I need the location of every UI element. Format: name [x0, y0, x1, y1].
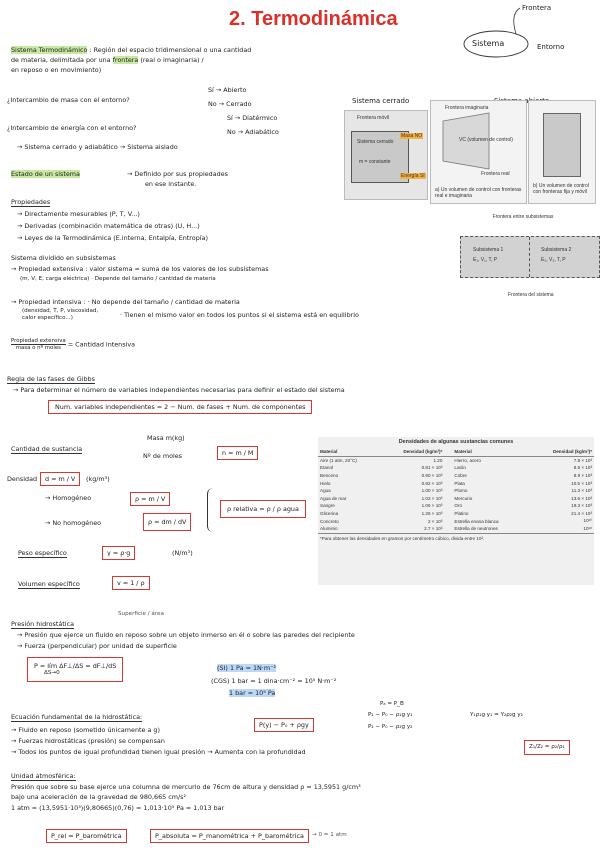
- fig-cerrado-label: Sistema cerrado: [352, 97, 410, 105]
- table-cell: 11.3 × 10³: [571, 488, 592, 494]
- table-cell: 1.26 × 10³: [421, 511, 443, 517]
- table-cell: Platino: [454, 511, 469, 517]
- table-cell: Hierro, acero: [454, 457, 481, 463]
- homogeneo-formula: ρ = m / V: [130, 492, 170, 506]
- atm-def-1: Presión que sobre su base ejerce una columna de mercurio de 76cm de altura y densidad ρ = 13,5951 g/cm³: [11, 783, 361, 791]
- mass-no: No → Cerrado: [208, 100, 252, 108]
- table-cell: 8.9 × 10³: [573, 473, 592, 479]
- masa-no-badge: Masa NO: [401, 133, 423, 139]
- table-cell: Glicerina: [320, 511, 339, 517]
- atm-heading: Unidad atmosférica:: [11, 772, 76, 780]
- control-volume-figure-b: [528, 100, 596, 204]
- brace: [207, 488, 214, 532]
- ratio-denominator: masa o nº moles: [15, 345, 61, 351]
- intensive-def: → Propiedad intensiva : · No depende del tamaño / cantidad de materia: [11, 298, 240, 306]
- homogeneo-label: → Homogéneo: [45, 494, 92, 502]
- gibbs-def: → Para determinar el número de variables independientes necesarias para definir el estado del sistema: [13, 386, 345, 394]
- fundamental-heading: Ecuación fundamental de la hidrostática:: [11, 713, 143, 721]
- page-title: 2. Termodinámica: [229, 8, 398, 30]
- fundamental-ratio: Z₁/Z₂ = ρ₂/ρ₁: [524, 740, 570, 755]
- table-cell: Cobre: [454, 473, 467, 479]
- table-cell: Plomo: [454, 488, 468, 494]
- table-cell: 8.6 × 10³: [573, 465, 592, 471]
- table-row: [318, 510, 594, 518]
- subsystem-boundary-label-wrap: [458, 214, 588, 220]
- table-cell: 2.7 × 10³: [424, 526, 443, 532]
- mass-constant-label: m = constante: [359, 159, 391, 165]
- table-row: [318, 472, 594, 480]
- presion-formula-text: P = lím ΔF⊥/ΔS = dF⊥/dS: [34, 662, 117, 670]
- table-cell: 1.06 × 10³: [421, 503, 443, 509]
- intensive-examples-2: calor específico...): [22, 315, 73, 321]
- peso-especifico-label: Peso específico: [18, 549, 67, 557]
- caption-b: b) Un volumen de control con fronteras fija y móvil: [533, 183, 589, 195]
- n-formula: n = m / M: [217, 446, 258, 460]
- table-cell: Sangre: [320, 503, 335, 509]
- table-cell: Concreto: [320, 518, 339, 524]
- no-homogeneo-label: → No homogéneo: [45, 519, 102, 527]
- fundamental-step-2: P₁ − P₀ − ρ₁g y₁: [368, 712, 413, 718]
- densities-table-title: Densidades de algunas sustancias comunes: [398, 439, 514, 445]
- term-sistema-termodinamico: Sistema Termodinámico: [11, 46, 88, 54]
- propiedades-heading: Propiedades: [11, 198, 51, 206]
- volumen-especifico-label: Volumen específico: [18, 580, 80, 588]
- presion-formula: [27, 657, 123, 682]
- ratio-result: = Cantidad intensiva: [67, 340, 136, 349]
- si-unit: (SI) 1 Pa = 1N·m⁻²: [217, 664, 276, 672]
- table-cell: 7.8 × 10³: [573, 457, 592, 463]
- table-cell: Estrella enana blanca: [454, 518, 499, 524]
- table-cell: Oro: [454, 503, 463, 509]
- table-row: [318, 479, 594, 487]
- table-cell: 21.4 × 10³: [571, 511, 592, 517]
- prop-item-2: → Derivadas (combinación matemática de otras) (U, H...): [17, 222, 200, 230]
- fundamental-item-1: → Fluido en reposo (sometido únicamente a g): [11, 726, 160, 734]
- densidad-formula: d = m / V: [40, 472, 80, 486]
- p-abs-formula: P_absoluta = P_manométrica + P_barométrica: [150, 829, 309, 843]
- masa-label: Masa m(kg): [147, 434, 185, 442]
- densidad-label: Densidad: [7, 475, 38, 483]
- table-header: Material: [318, 448, 380, 456]
- fundamental-step-3: P₂ − P₀ − ρ₂g y₂: [368, 724, 413, 730]
- table-row: [318, 464, 594, 472]
- intensive-examples-1: (densidad, T, P, viscosidad,: [22, 308, 99, 314]
- table-cell: Estrella de neutrones: [454, 526, 498, 532]
- q-energy: ¿Intercambio de energía con el entorno?: [7, 124, 137, 132]
- peso-especifico-formula: γ = ρ·g: [102, 546, 135, 560]
- intro-line-2: [11, 56, 204, 64]
- bar-unit: 1 bar = 10⁵ Pa: [229, 689, 276, 697]
- caption-a: a) Un volumen de control con fronteras real e imaginaria: [435, 187, 522, 199]
- table-cell: 0.92 × 10³: [421, 480, 443, 486]
- estado-def-2: en ese instante.: [145, 180, 197, 188]
- extensive-examples: (m, V, E, carga eléctrica) · Depende del tamaño / cantidad de materia: [20, 276, 216, 282]
- subsystems-figure: [460, 236, 600, 278]
- presion-limit-sub: ΔS→0: [44, 670, 60, 676]
- table-row: [318, 487, 594, 495]
- fundamental-item-3: → Todos los puntos de igual profundidad tienen igual presión → Aumenta con la profundidad: [11, 748, 306, 756]
- closed-adiabatic: → Sistema cerrado y adiabático → Sistema aislado: [17, 143, 178, 151]
- p-rel-formula: P_rel = P_barométrica: [46, 829, 127, 843]
- energy-no: No → Adiabático: [227, 128, 279, 136]
- frontera-label: Frontera: [522, 4, 552, 12]
- table-header: Densidad (kg/m³)*: [380, 448, 445, 456]
- table-row: [318, 502, 594, 510]
- prop-item-1: → Directamente mesurables (P, T, V...): [17, 210, 140, 218]
- q-mass: ¿Intercambio de masa con el entorno?: [7, 96, 130, 104]
- presion-def-1: → Presión que ejerce un fluido en reposo sobre un objeto inmerso en él o sobre las paredes del recipiente: [17, 631, 355, 639]
- table-cell: 1.00 × 10³: [421, 488, 443, 494]
- intensive-ratio: [11, 338, 135, 351]
- subsystem-1: Subsistema 1: [473, 247, 504, 253]
- table-cell: 13.6 × 10³: [571, 495, 592, 501]
- table-header: Material: [444, 448, 529, 456]
- presion-note: Superficie / área: [118, 611, 164, 617]
- table-cell: Latón: [454, 465, 466, 471]
- relative-density-formula: ρ relativa = ρ / ρ agua: [220, 500, 306, 518]
- table-cell: Aire (1 atm, 20°C): [320, 457, 357, 463]
- densidad-unit: (kg/m³): [86, 475, 110, 483]
- table-cell: Aluminio: [320, 526, 338, 532]
- table-footnote: *Para obtener las densidades en gramos por centímetro cúbico, divida entre 10³.: [318, 533, 594, 543]
- subsystem-2: Subsistema 2: [541, 247, 572, 253]
- sistema-label: Sistema: [472, 39, 505, 48]
- gibbs-heading: Regla de las fases de Gibbs: [7, 375, 95, 383]
- table-cell: 10¹⁸: [583, 526, 592, 532]
- table-cell: Agua: [320, 488, 331, 494]
- gibbs-formula: Num. variables independientes = 2 − Num. de fases + Num. de componentes: [48, 400, 312, 414]
- intro-def-4: en reposo o en movimiento): [11, 66, 102, 74]
- fundamental-item-2: → Fuerzas hidrostáticas (presión) se compensan: [11, 737, 165, 745]
- table-cell: 0.90 × 10³: [421, 473, 443, 479]
- table-row: [318, 456, 594, 464]
- intro-def-2: de materia, delimitada por una: [11, 56, 111, 64]
- table-cell: Etanol: [320, 465, 334, 471]
- presion-heading: Presión hidrostática: [11, 620, 74, 628]
- densities-table: [318, 437, 594, 585]
- cgs-unit: (CGS) 1 bar = 1 dina·cm⁻² = 10⁵ N·m⁻²: [211, 677, 337, 685]
- intro-def-1: : Región del espacio tridimensional o una cantidad: [89, 46, 252, 54]
- estado-label: Estado de un sistema: [11, 170, 80, 178]
- table-cell: Agua de mar: [320, 495, 347, 501]
- table-row: [318, 517, 594, 525]
- extensive-def: → Propiedad extensiva : valor sistema = suma de los valores de los subsistemas: [11, 265, 269, 273]
- table-header: Densidad (kg/m³)*: [529, 448, 594, 456]
- cantidad-label: Cantidad de sustancia: [11, 445, 83, 453]
- table-cell: 2 × 10³: [427, 518, 443, 524]
- table-cell: 10¹⁰: [583, 518, 592, 524]
- intro-def-3: (real o imaginaria) /: [140, 56, 204, 64]
- prop-item-3: → Leyes de la Termodinámica (E.interna, Entalpía, Entropía): [17, 234, 208, 242]
- real-boundary-label: Frontera real: [481, 171, 510, 177]
- p-abs-note: → 0 = 1 atm: [312, 832, 347, 838]
- intro-line-1: [11, 46, 251, 54]
- term-frontera: frontera: [112, 56, 139, 64]
- atm-calc: 1 atm = (13,5951·10³)(9,80665)(0,76) = 1,013·10⁵ Pa = 1,013 bar: [11, 804, 225, 812]
- table-cell: Plata: [454, 480, 465, 486]
- closed-inner-label: Sistema cerrado: [357, 139, 394, 145]
- subsystem-boundary-label: Frontera entre subsistemas: [492, 214, 554, 220]
- moving-boundary-label: Frontera móvil: [357, 115, 389, 121]
- mass-yes: Sí → Abierto: [208, 86, 247, 94]
- subsystem-2-vars: E₂, V₂, T, P: [541, 257, 566, 263]
- fundamental-formula: P(y) − P₀ + ρgy: [254, 718, 314, 732]
- energia-si-badge: Energía SÍ: [401, 173, 425, 179]
- table-cell: 0.81 × 10³: [421, 465, 443, 471]
- vc-label: VC (volumen de control): [459, 137, 513, 143]
- table-header-row: [318, 448, 594, 456]
- volumen-especifico-formula: v = 1 / ρ: [112, 576, 150, 590]
- table-row: [318, 495, 594, 503]
- entorno-label: Entorno: [537, 43, 565, 51]
- table-cell: Hielo: [320, 480, 331, 486]
- fundamental-step-4: Y₁ρ₁g y₁ = Y₂ρ₂g y₂: [470, 712, 523, 718]
- table-cell: Mercurio: [454, 495, 473, 501]
- imaginary-boundary-label: Frontera imaginaria: [445, 105, 489, 111]
- closed-system-figure: [344, 110, 428, 200]
- table-cell: 10.5 × 10³: [571, 480, 592, 486]
- system-boundary-label: Frontera del sistema: [508, 292, 554, 298]
- table-cell: 19.3 × 10³: [571, 503, 592, 509]
- atm-def-2: bajo una aceleración de la gravedad de 980,665 cm/s²: [11, 793, 187, 801]
- table-cell: Benceno: [320, 473, 339, 479]
- table-cell: 1.03 × 10³: [421, 495, 443, 501]
- moles-label: Nº de moles: [143, 452, 183, 460]
- energy-yes: Sí → Diatérmico: [227, 114, 278, 122]
- peso-especifico-unit: (N/m³): [172, 549, 193, 557]
- control-volume-figure-a: [430, 100, 527, 204]
- ratio-numerator: Propiedad extensiva: [11, 338, 66, 344]
- fundamental-step-1: Pₐ = P_B: [380, 701, 404, 707]
- estado-def-1: → Definido por sus propiedades: [127, 170, 228, 178]
- no-homogeneo-formula: ρ = dm / dV: [143, 513, 191, 531]
- table-row: [318, 525, 594, 533]
- subsystem-1-vars: E₁, V₁, T, P: [473, 257, 498, 263]
- intensive-equilibrium: · Tienen el mismo valor en todos los puntos si el sistema está en equilibrio: [120, 311, 359, 319]
- table-cell: 1.20: [433, 457, 443, 463]
- presion-def-2: → Fuerza (perpendicular) por unidad de superficie: [17, 642, 177, 650]
- subsystems-heading: Sistema dividido en subsistemas: [11, 254, 116, 262]
